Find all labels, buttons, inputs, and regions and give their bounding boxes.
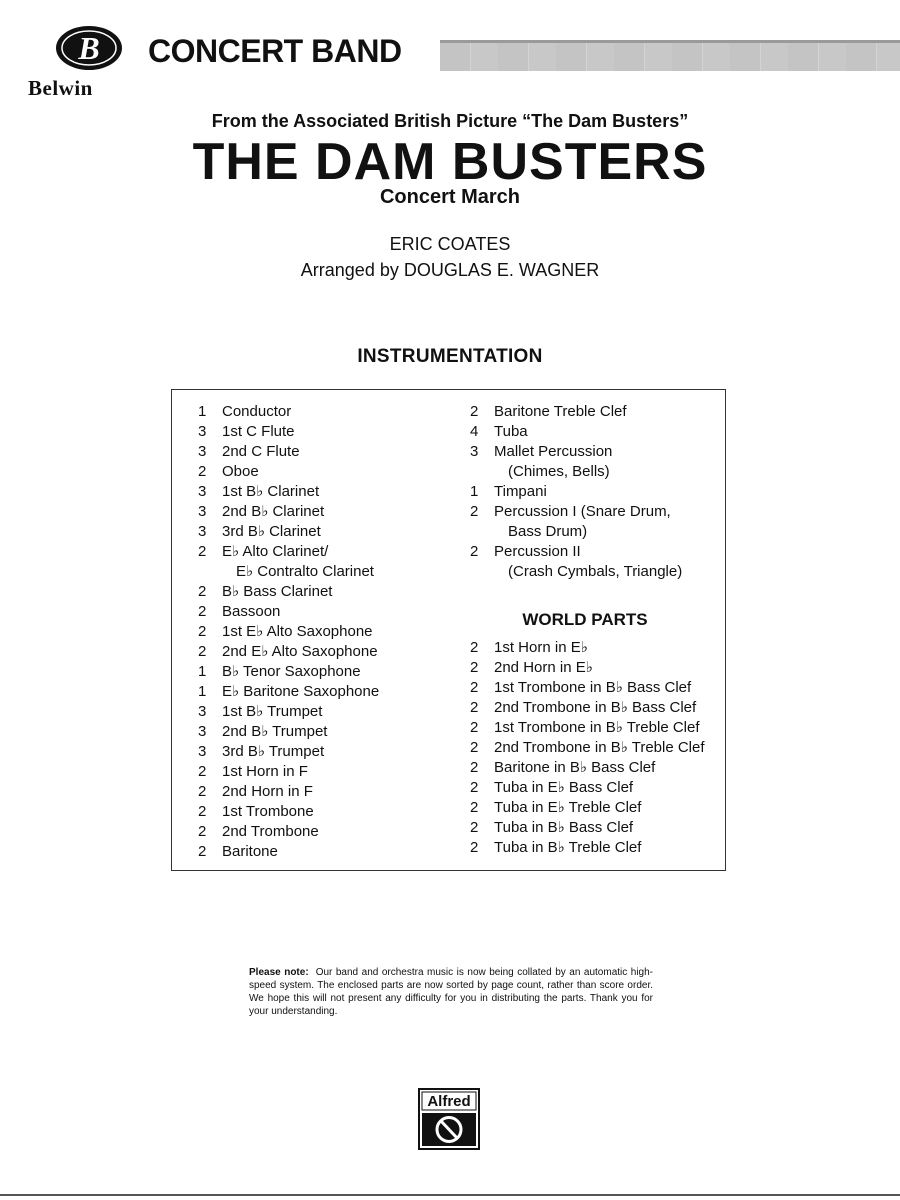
instrument-name: 2nd C Flute [222, 443, 300, 460]
instrument-row [470, 738, 705, 758]
instrument-name: 1st C Flute [222, 423, 295, 440]
instrument-name: 1st E♭ Alto Saxophone [222, 623, 373, 640]
instrument-quantity: 3 [470, 443, 479, 460]
instrument-row [198, 582, 379, 602]
instrument-quantity: 2 [470, 679, 479, 696]
instrument-row [198, 442, 379, 462]
instrument-row [198, 422, 379, 442]
instrument-quantity: 2 [198, 583, 207, 600]
instrumentation-heading: INSTRUMENTATION [357, 346, 543, 367]
instrument-quantity: 3 [198, 503, 207, 520]
instrument-row [198, 602, 379, 622]
instrument-quantity: 2 [470, 819, 479, 836]
instrument-name-continued: E♭ Contralto Clarinet [236, 563, 374, 580]
instrument-name: 3rd B♭ Trumpet [222, 743, 325, 760]
instrument-name: 2nd Trombone in B♭ Treble Clef [494, 739, 705, 756]
note-text: Our band and orchestra music is now being collated by an automatic high-speed system. The enclosed parts are now sorted by page count, rather than score order. We hope this will not present any difficulty for you in distributing the parts. Thank you for your understanding. [249, 967, 654, 1017]
instrument-name: 1st Trombone in B♭ Treble Clef [494, 719, 700, 736]
collation-note [249, 966, 653, 1018]
instrument-name: Tuba in E♭ Bass Clef [494, 779, 634, 796]
instrument-row [198, 742, 379, 762]
instrument-row [198, 502, 379, 522]
instrument-quantity: 1 [198, 663, 207, 680]
instrument-row [470, 698, 705, 718]
instrument-quantity: 1 [198, 683, 207, 700]
instrument-row [470, 718, 705, 738]
instrument-row [470, 678, 705, 698]
instrument-quantity: 2 [470, 719, 479, 736]
instrument-quantity: 2 [470, 699, 479, 716]
instrument-quantity: 1 [198, 403, 207, 420]
bottom-rule [0, 1194, 900, 1196]
instrument-quantity: 3 [198, 523, 207, 540]
instrument-quantity: 3 [198, 443, 207, 460]
instrument-quantity: 3 [198, 703, 207, 720]
instrument-row [198, 842, 379, 862]
series-title: CONCERT BAND [148, 33, 402, 69]
instrument-row [198, 482, 379, 502]
instrument-name: 3rd B♭ Clarinet [222, 523, 321, 540]
instrument-name: Baritone in B♭ Bass Clef [494, 759, 656, 776]
instrument-row [198, 802, 379, 822]
alfred-logo-text: Alfred [427, 1093, 471, 1110]
instrument-name: Bassoon [222, 603, 281, 620]
instrument-quantity: 2 [470, 799, 479, 816]
instrument-quantity: 2 [198, 463, 207, 480]
instrument-name: E♭ Baritone Saxophone [222, 683, 380, 700]
instrument-row [198, 462, 379, 482]
instrument-row [470, 542, 682, 562]
instrument-name: Oboe [222, 463, 259, 480]
instrument-quantity: 2 [470, 779, 479, 796]
instrument-quantity: 2 [470, 759, 479, 776]
instrument-name: 1st Horn in F [222, 763, 308, 780]
instrument-row [470, 482, 682, 502]
belwin-b-icon [54, 24, 124, 72]
instrument-row [470, 422, 682, 442]
page-title: THE DAM BUSTERS [192, 133, 708, 191]
world-parts-list [470, 638, 705, 858]
instrument-name: Percussion II [494, 543, 581, 560]
instrument-name: Conductor [222, 403, 292, 420]
instrument-name: 2nd Horn in F [222, 783, 313, 800]
alfred-logo-icon [418, 1088, 480, 1150]
instrument-quantity: 2 [198, 803, 207, 820]
instrument-list-left [198, 402, 379, 862]
instrument-name: 1st Trombone in B♭ Bass Clef [494, 679, 692, 696]
source-film-line: From the Associated British Picture “The Dam Busters” [211, 111, 689, 131]
instrument-name: 2nd Horn in E♭ [494, 659, 593, 676]
instrument-name: 2nd Trombone [222, 823, 319, 840]
instrument-row [470, 442, 682, 462]
instrument-name: 2nd B♭ Clarinet [222, 503, 325, 520]
instrument-quantity: 3 [198, 723, 207, 740]
instrument-quantity: 2 [198, 843, 207, 860]
instrument-quantity: 2 [198, 643, 207, 660]
instrument-quantity: 2 [470, 639, 479, 656]
instrument-name: 1st Horn in E♭ [494, 639, 588, 656]
instrument-name: Baritone Treble Clef [494, 403, 627, 420]
instrument-name-continued: (Chimes, Bells) [508, 463, 610, 480]
instrument-row [470, 658, 705, 678]
instrument-row [198, 822, 379, 842]
world-parts-heading: WORLD PARTS [522, 610, 648, 629]
instrument-name: 2nd Trombone in B♭ Bass Clef [494, 699, 697, 716]
instrument-name: E♭ Alto Clarinet/ [222, 543, 329, 560]
instrument-quantity: 2 [470, 839, 479, 856]
instrument-name: Mallet Percussion [494, 443, 613, 460]
instrument-quantity: 2 [470, 543, 479, 560]
instrument-name-continued: (Crash Cymbals, Triangle) [508, 563, 683, 580]
instrument-row [470, 838, 705, 858]
instrument-row [198, 402, 379, 422]
instrument-name: Percussion I (Snare Drum, [494, 503, 671, 520]
instrument-name: Tuba in B♭ Treble Clef [494, 839, 642, 856]
instrument-row [198, 782, 379, 802]
instrument-name-continued: Bass Drum) [508, 523, 588, 540]
note-label: Please note: [249, 967, 309, 978]
instrument-quantity: 1 [470, 483, 479, 500]
arranger-credit: Arranged by DOUGLAS E. WAGNER [300, 260, 600, 280]
brand-name: Belwin [28, 76, 93, 100]
instrument-row [198, 622, 379, 642]
instrument-quantity: 4 [470, 423, 479, 440]
instrument-name: B♭ Bass Clarinet [222, 583, 333, 600]
instrument-list-right [470, 402, 682, 582]
instrument-name: Baritone [222, 843, 278, 860]
instrument-row [470, 638, 705, 658]
instrument-quantity: 2 [470, 659, 479, 676]
header-bar [440, 40, 900, 71]
instrument-row [198, 762, 379, 782]
instrument-quantity: 2 [198, 823, 207, 840]
instrument-quantity: 2 [198, 603, 207, 620]
instrument-row [198, 702, 379, 722]
piece-subtitle: Concert March [379, 186, 521, 208]
instrument-name: 2nd B♭ Trumpet [222, 723, 328, 740]
instrument-name: Tuba in E♭ Treble Clef [494, 799, 642, 816]
instrument-row [470, 818, 705, 838]
instrument-row [470, 798, 705, 818]
instrument-name: B♭ Tenor Saxophone [222, 663, 361, 680]
instrument-name: 1st Trombone [222, 803, 314, 820]
instrument-row [198, 642, 379, 662]
instrument-row [198, 522, 379, 542]
instrument-name: 1st B♭ Trumpet [222, 703, 323, 720]
instrument-quantity: 2 [198, 623, 207, 640]
instrument-quantity: 3 [198, 423, 207, 440]
instrument-row [198, 542, 379, 562]
instrument-row [470, 402, 682, 422]
instrument-name: Tuba in B♭ Bass Clef [494, 819, 634, 836]
instrument-quantity: 2 [198, 763, 207, 780]
instrument-row [470, 502, 682, 522]
composer-name: ERIC COATES [389, 234, 511, 254]
instrument-row [198, 682, 379, 702]
instrument-name: 2nd E♭ Alto Saxophone [222, 643, 378, 660]
instrument-quantity: 2 [470, 403, 479, 420]
instrument-quantity: 2 [198, 783, 207, 800]
instrument-quantity: 2 [470, 503, 479, 520]
instrument-quantity: 3 [198, 743, 207, 760]
instrument-row [198, 662, 379, 682]
instrument-name: Tuba [494, 423, 528, 440]
instrument-row [198, 722, 379, 742]
instrument-name: Timpani [494, 483, 547, 500]
instrumentation-box [171, 389, 726, 871]
instrument-row [470, 778, 705, 798]
instrument-quantity: 2 [198, 543, 207, 560]
svg-text:B: B [78, 30, 100, 66]
instrument-name: 1st B♭ Clarinet [222, 483, 320, 500]
instrument-quantity: 3 [198, 483, 207, 500]
instrument-quantity: 2 [470, 739, 479, 756]
instrument-row [470, 758, 705, 778]
